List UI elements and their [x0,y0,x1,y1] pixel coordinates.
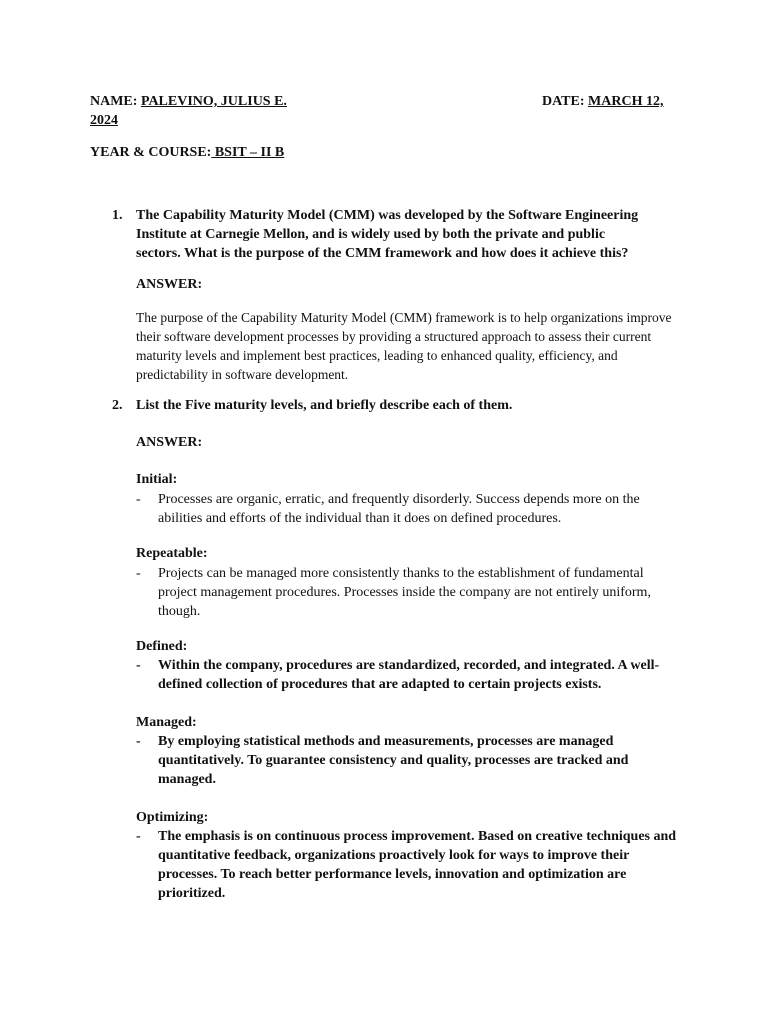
level-text: By employing statistical methods and measurements, processes are managed quantitatively. To guarantee consistency and quality, processes are tracked and managed. [158,734,629,787]
question-number: 2. [112,398,123,413]
answer-label-1: ANSWER: [136,277,203,292]
question-2 [112,396,652,415]
year-course-line [90,143,284,162]
name-value: PALEVINO, JULIUS E. [140,94,287,109]
question-1 [112,206,652,263]
question-number: 1. [112,208,123,223]
level-title-repeatable: Repeatable: [136,546,208,561]
bullet-dash: - [136,734,141,749]
date-line [542,92,663,111]
level-title-managed: Managed: [136,715,197,730]
question-text: List the Five maturity levels, and briefly describe each of them. [136,398,513,413]
name-line [90,92,287,111]
date-year: 2024 [90,113,118,128]
level-text: The emphasis is on continuous process improvement. Based on creative techniques and quantitative feedback, organizations proactively look for ways to improve their processes. To reach better performance levels, innovation and optimization are prioritized. [158,829,677,901]
answer-text-1: The purpose of the Capability Maturity Model (CMM) framework is to help organizations improve their software development processes by providing a structured approach to assess their current maturity levels and implement best practices, leading to enhanced quality, efficiency, and predictability in software development. [136,310,672,382]
level-text: Processes are organic, erratic, and frequently disorderly. Success depends more on the abilities and efforts of the individual than it does on defined procedures. [158,492,640,526]
name-label: NAME: [90,94,138,109]
level-description-defined [136,656,681,694]
level-description-optimizing [136,827,681,903]
date-value: MARCH 12, [588,94,664,109]
level-description-repeatable [136,564,681,621]
bullet-dash: - [136,566,141,581]
level-text: Within the company, procedures are standardized, recorded, and integrated. A well-defined collection of procedures that are adapted to certain projects exists. [158,658,660,692]
bullet-dash: - [136,658,141,673]
year-course-value: BSIT – II B [211,145,285,160]
level-title-initial: Initial: [136,472,178,487]
question-text: The Capability Maturity Model (CMM) was developed by the Software Engineering Institute at Carnegie Mellon, and is widely used by both the private and public sectors. What is the purpose of the CMM framework and how does it achieve this? [136,208,639,261]
level-title-defined: Defined: [136,639,188,654]
year-course-label: YEAR & COURSE: [90,145,212,160]
level-text: Projects can be managed more consistently thanks to the establishment of fundamental project management procedures. Processes inside the company are not entirely uniform, though. [158,566,651,619]
date-label: DATE: [542,94,585,109]
level-description-managed [136,732,681,789]
bullet-dash: - [136,492,141,507]
level-description-initial [136,490,681,528]
level-title-optimizing: Optimizing: [136,810,209,825]
answer-label-2: ANSWER: [136,435,203,450]
bullet-dash: - [136,829,141,844]
